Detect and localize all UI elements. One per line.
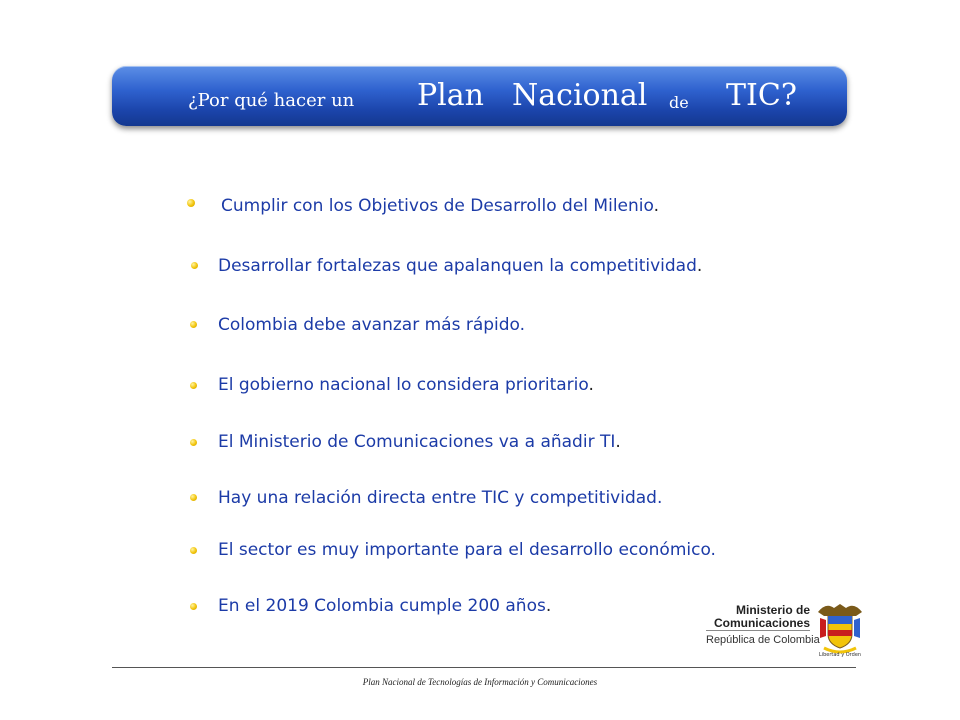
list-item: Desarrollar fortalezas que apalanquen la competitividad. xyxy=(218,256,703,276)
list-item: Hay una relación directa entre TIC y competitividad. xyxy=(218,488,663,508)
logo-divider xyxy=(706,630,810,631)
coat-of-arms-icon xyxy=(812,598,868,658)
footer-text: Plan Nacional de Tecnologías de Información y Comunicaciones xyxy=(362,677,598,687)
title-tic: TIC? xyxy=(726,78,797,113)
list-item: Cumplir con los Objetivos de Desarrollo del Milenio. xyxy=(221,196,660,216)
list-item: El sector es muy importante para el desarrollo económico. xyxy=(218,540,716,560)
list-item: Colombia debe avanzar más rápido. xyxy=(218,315,526,335)
bullet-icon xyxy=(190,382,197,389)
svg-text:Libertad y Orden: Libertad y Orden xyxy=(818,652,862,658)
list-item: En el 2019 Colombia cumple 200 años. xyxy=(218,596,552,616)
list-item: El Ministerio de Comunicaciones va a añadir TI. xyxy=(218,432,621,452)
bullet-icon xyxy=(190,494,197,501)
title-plan: Plan xyxy=(417,78,484,113)
bullet-icon xyxy=(190,439,197,446)
title-de: de xyxy=(669,93,689,112)
ministry-logo xyxy=(700,596,872,660)
title-nacional: Nacional xyxy=(512,78,648,113)
bullet-icon xyxy=(190,321,197,328)
list-item: El gobierno nacional lo considera prioritario. xyxy=(218,375,594,395)
title-banner xyxy=(112,66,847,126)
bullet-icon xyxy=(190,603,197,610)
bullet-icon xyxy=(187,199,195,207)
footer-divider xyxy=(112,667,856,668)
bullet-icon xyxy=(190,547,197,554)
title-prefix: ¿Por qué hacer un xyxy=(188,90,355,111)
bullet-icon xyxy=(191,262,198,269)
logo-title: Ministerio de Comunicaciones xyxy=(713,603,810,630)
logo-country: República de Colombia xyxy=(706,634,820,646)
